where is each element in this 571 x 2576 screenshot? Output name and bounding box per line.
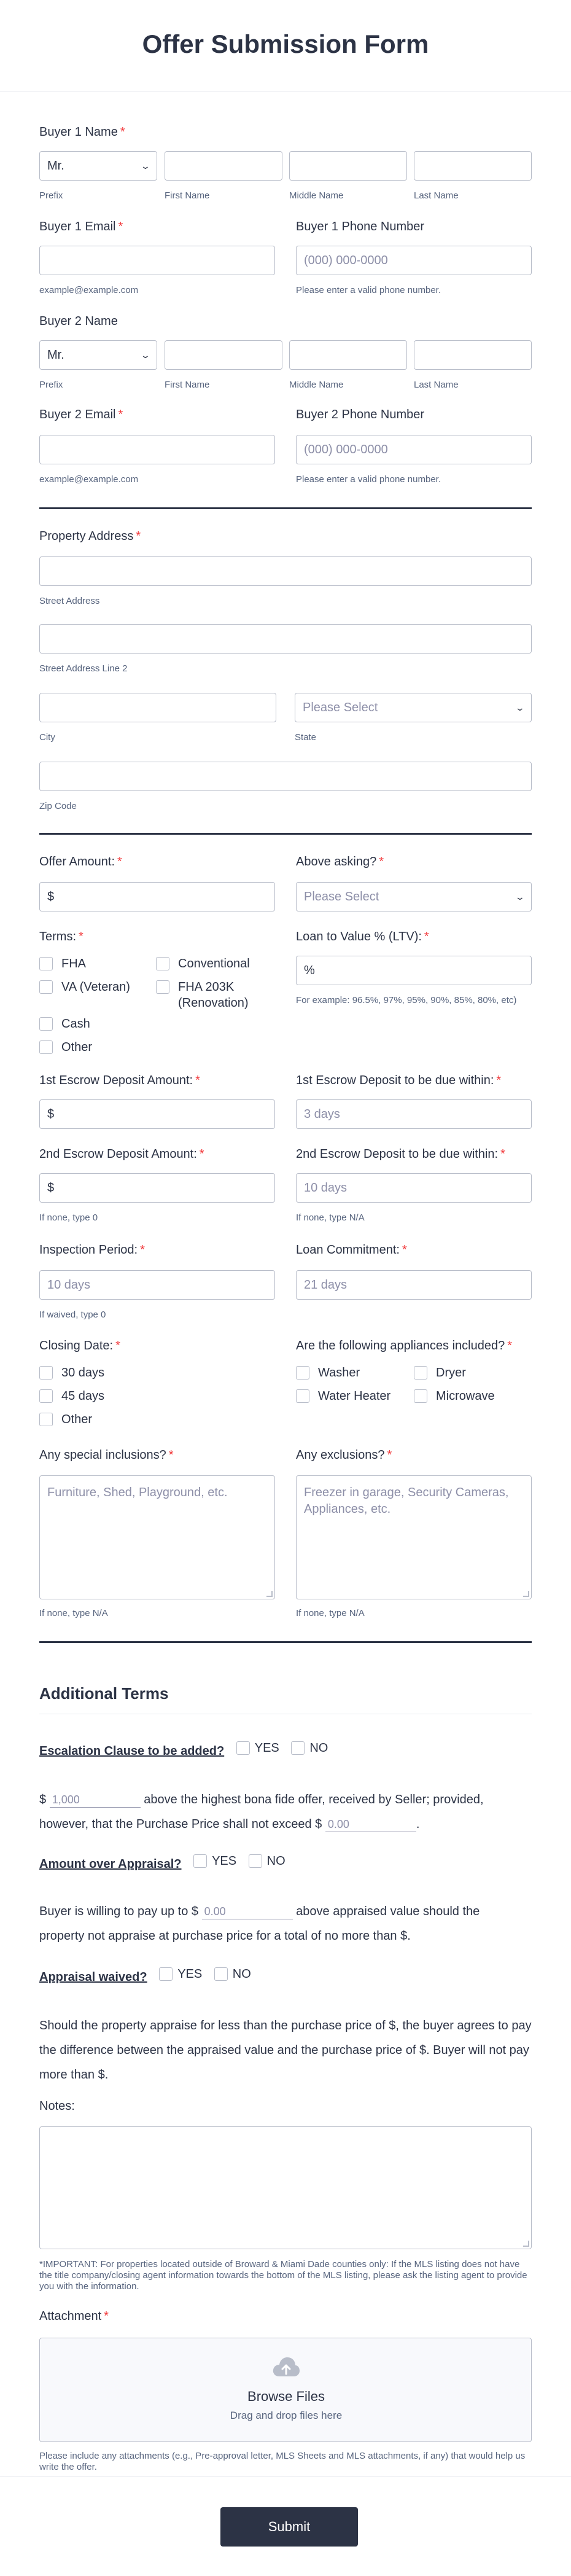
inspection-label: Inspection Period: * <box>39 1243 145 1257</box>
required-asterisk: * <box>79 930 84 943</box>
buyer2-prefix-select[interactable]: Mr. ⌄ <box>39 340 157 370</box>
street-address2-input[interactable] <box>39 624 532 654</box>
waived-yes[interactable]: YES <box>159 1962 202 1986</box>
buyer2-phone-label: Buyer 2 Phone Number <box>296 408 425 421</box>
file-upload-dropzone[interactable] <box>39 2338 532 2442</box>
terms-option-va[interactable]: VA (Veteran) <box>39 979 130 995</box>
buyer2-last-input[interactable] <box>414 340 532 370</box>
checkbox[interactable] <box>39 1413 53 1426</box>
browse-files-button[interactable]: Browse Files <box>247 2389 325 2404</box>
zip-input[interactable] <box>39 762 532 791</box>
checkbox[interactable] <box>159 1967 173 1981</box>
checkbox[interactable] <box>39 1389 53 1403</box>
appliance-option-dryer[interactable]: Dryer <box>414 1365 466 1381</box>
required-asterisk: * <box>120 125 125 139</box>
section-divider <box>39 833 532 835</box>
required-asterisk: * <box>117 855 122 868</box>
checkbox[interactable] <box>296 1389 309 1403</box>
required-asterisk: * <box>136 529 141 543</box>
terms-option-conventional[interactable]: Conventional <box>156 956 250 972</box>
escrow1-due-input[interactable]: 3 days <box>296 1099 532 1129</box>
inspection-sub: If waived, type 0 <box>39 1309 106 1320</box>
escrow2-due-label: 2nd Escrow Deposit to be due within: * <box>296 1147 505 1161</box>
escrow2-amount-label: 2nd Escrow Deposit Amount: * <box>39 1147 204 1161</box>
escalation-no[interactable]: NO <box>291 1736 328 1760</box>
buyer1-phone-label: Buyer 1 Phone Number <box>296 220 425 233</box>
inclusions-label: Any special inclusions? * <box>39 1448 174 1462</box>
checkbox[interactable] <box>39 1017 53 1031</box>
buyer2-email-label: Buyer 2 Email * <box>39 408 123 421</box>
escalation-label: Escalation Clause to be added? <box>39 1744 225 1758</box>
buyer1-middle-input[interactable] <box>289 151 407 181</box>
additional-terms-heading: Additional Terms <box>39 1684 169 1703</box>
checkbox[interactable] <box>414 1389 427 1403</box>
escalation-text: $ 1,000 above the highest bona fide offer, received by Seller; provided, however, that the Purchase Price shall not exceed $ 0.00 . <box>39 1793 484 1831</box>
appliance-option-microwave[interactable]: Microwave <box>414 1388 495 1404</box>
required-asterisk: * <box>104 2309 109 2323</box>
loan-commitment-label: Loan Commitment: * <box>296 1243 407 1257</box>
ltv-sub: For example: 96.5%, 97%, 95%, 90%, 85%, 80%, etc) <box>296 995 517 1005</box>
city-input[interactable] <box>39 693 276 722</box>
notes-label: Notes: <box>39 2099 75 2113</box>
required-asterisk: * <box>402 1243 407 1257</box>
appraisal-yes[interactable]: YES <box>193 1849 236 1873</box>
checkbox[interactable] <box>39 980 53 994</box>
inclusions-sub: If none, type N/A <box>39 1608 108 1618</box>
checkbox[interactable] <box>156 957 169 970</box>
terms-option-cash[interactable]: Cash <box>39 1016 90 1032</box>
appliance-option-washer[interactable]: Washer <box>296 1365 360 1381</box>
required-asterisk: * <box>115 1339 120 1352</box>
buyer1-last-sub: Last Name <box>414 190 459 201</box>
chevron-down-icon: ⌄ <box>140 160 151 171</box>
buyer1-last-input[interactable] <box>414 151 532 181</box>
cloud-upload-icon <box>272 2355 300 2379</box>
checkbox[interactable] <box>193 1854 207 1868</box>
waived-no[interactable]: NO <box>214 1962 251 1986</box>
ltv-label: Loan to Value % (LTV): * <box>296 930 429 943</box>
checkbox[interactable] <box>414 1366 427 1380</box>
required-asterisk: * <box>424 930 429 943</box>
escrow2-amount-input[interactable]: $ <box>39 1173 275 1203</box>
appliance-option-water-heater[interactable]: Water Heater <box>296 1388 390 1404</box>
buyer1-email-label: Buyer 1 Email * <box>39 220 123 233</box>
required-asterisk: * <box>140 1243 145 1257</box>
escrow2-amount-sub: If none, type 0 <box>39 1212 98 1223</box>
escrow2-due-sub: If none, type N/A <box>296 1212 365 1223</box>
closing-option-45[interactable]: 45 days <box>39 1388 104 1404</box>
checkbox[interactable] <box>39 1366 53 1380</box>
resize-handle-icon[interactable] <box>523 1591 529 1597</box>
loan-commitment-input[interactable]: 21 days <box>296 1270 532 1300</box>
city-sub: City <box>39 732 55 743</box>
state-sub: State <box>295 732 317 743</box>
required-asterisk: * <box>195 1074 200 1087</box>
zip-sub: Zip Code <box>39 801 77 811</box>
inspection-input[interactable]: 10 days <box>39 1270 275 1300</box>
buyer1-middle-sub: Middle Name <box>289 190 344 201</box>
waived-text: Should the property appraise for less than the purchase price of $, the buyer agrees to pay the difference between the appraised value and the purchase price of $. Buyer will not pay more than $. <box>39 2019 532 2082</box>
required-asterisk: * <box>118 220 123 233</box>
notes-textarea[interactable] <box>39 2126 532 2249</box>
above-asking-select[interactable]: Please Select ⌄ <box>296 882 532 911</box>
escalation-yes[interactable]: YES <box>236 1736 279 1760</box>
escalation-amount-input[interactable]: 1,000 <box>50 1792 141 1808</box>
terms-option-fha[interactable]: FHA <box>39 956 86 972</box>
buyer2-phone-input[interactable]: (000) 000-0000 <box>296 435 532 464</box>
street-address-sub: Street Address <box>39 596 100 606</box>
checkbox[interactable] <box>39 1040 53 1054</box>
above-asking-label: Above asking? * <box>296 855 384 868</box>
buyer2-name-label: Buyer 2 Name <box>39 314 118 328</box>
street-address-input[interactable] <box>39 556 532 586</box>
terms-label: Terms: * <box>39 930 84 943</box>
escrow1-amount-label: 1st Escrow Deposit Amount: * <box>39 1074 200 1087</box>
buyer1-phone-input[interactable]: (000) 000-0000 <box>296 246 532 275</box>
checkbox[interactable] <box>291 1741 305 1755</box>
buyer1-email-sub: example@example.com <box>39 285 139 295</box>
required-asterisk: * <box>500 1147 505 1161</box>
buyer2-first-sub: First Name <box>165 380 210 390</box>
buyer1-phone-sub: Please enter a valid phone number. <box>296 285 441 295</box>
checkbox[interactable] <box>296 1366 309 1380</box>
exclusions-sub: If none, type N/A <box>296 1608 365 1618</box>
escrow1-amount-input[interactable]: $ <box>39 1099 275 1129</box>
exclusions-textarea[interactable]: Freezer in garage, Security Cameras, Appliances, etc. <box>296 1475 532 1599</box>
checkbox[interactable] <box>156 980 169 994</box>
attachment-sub: Please include any attachments (e.g., Pre-approval letter, MLS Sheets and MLS attachments, if any) that would help us write the offer. <box>39 2451 526 2472</box>
buyer2-email-input[interactable] <box>39 435 275 464</box>
checkbox[interactable] <box>214 1967 228 1981</box>
required-asterisk: * <box>118 408 123 421</box>
escalation-row <box>39 1736 328 1763</box>
purchase-price-cap-input[interactable]: 0.00 <box>325 1817 416 1832</box>
escrow2-due-input[interactable]: 10 days <box>296 1173 532 1203</box>
appraisal-no[interactable]: NO <box>249 1849 286 1873</box>
buyer1-first-sub: First Name <box>165 190 210 201</box>
buyer2-middle-sub: Middle Name <box>289 380 344 390</box>
exclusions-label: Any exclusions? * <box>296 1448 392 1462</box>
appraisal-row <box>39 1849 286 1876</box>
checkbox[interactable] <box>39 957 53 970</box>
street-address2-sub: Street Address Line 2 <box>39 663 128 674</box>
offer-amount-label: Offer Amount: * <box>39 855 122 868</box>
buyer1-email-input[interactable] <box>39 246 275 275</box>
resize-handle-icon[interactable] <box>523 2241 529 2247</box>
waived-row <box>39 1962 251 1989</box>
closing-option-30[interactable]: 30 days <box>39 1365 104 1381</box>
required-asterisk: * <box>168 1448 174 1462</box>
attachment-label: Attachment * <box>39 2309 109 2323</box>
required-asterisk: * <box>387 1448 392 1462</box>
buyer1-prefix-sub: Prefix <box>39 190 63 201</box>
terms-option-other[interactable]: Other <box>39 1039 92 1055</box>
form-header <box>0 0 571 92</box>
buyer2-prefix-sub: Prefix <box>39 380 63 390</box>
appraisal-label: Amount over Appraisal? <box>39 1857 182 1871</box>
appliances-label: Are the following appliances included? * <box>296 1339 513 1352</box>
required-asterisk: * <box>496 1074 502 1087</box>
important-note: *IMPORTANT: For properties located outside of Broward & Miami Dade counties only: If the MLS listing does not have the title company/closing agent information towards the bottom of the MLS listing, please ask the listing agent to provide you with the information. <box>39 2259 527 2292</box>
escrow1-due-label: 1st Escrow Deposit to be due within: * <box>296 1074 502 1087</box>
state-select[interactable]: Please Select ⌄ <box>295 693 532 722</box>
appraisal-amount-input[interactable]: 0.00 <box>202 1904 293 1919</box>
offer-amount-input[interactable]: $ <box>39 882 275 911</box>
appraisal-text: Buyer is willing to pay up to $ 0.00 above appraised value should the property not appraise at purchase price for a total of no more than $. <box>39 1905 480 1943</box>
ltv-input[interactable]: % <box>296 956 532 985</box>
closing-option-other[interactable]: Other <box>39 1411 92 1427</box>
chevron-down-icon: ⌄ <box>140 349 151 360</box>
section-divider <box>39 507 532 509</box>
form-title: Offer Submission Form <box>142 29 429 58</box>
chevron-down-icon: ⌄ <box>515 702 526 712</box>
buyer2-middle-input[interactable] <box>289 340 407 370</box>
buyer1-first-input[interactable] <box>165 151 282 181</box>
buyer2-last-sub: Last Name <box>414 380 459 390</box>
required-asterisk: * <box>199 1147 204 1161</box>
buyer2-first-input[interactable] <box>165 340 282 370</box>
required-asterisk: * <box>379 855 384 868</box>
buyer1-prefix-select[interactable]: Mr. ⌄ <box>39 151 157 181</box>
drag-drop-text: Drag and drop files here <box>230 2410 343 2421</box>
appraisal-waived-label: Appraisal waived? <box>39 1970 147 1984</box>
required-asterisk: * <box>507 1339 513 1352</box>
buyer2-phone-sub: Please enter a valid phone number. <box>296 474 441 485</box>
section-divider <box>39 1641 532 1643</box>
inclusions-textarea[interactable]: Furniture, Shed, Playground, etc. <box>39 1475 275 1599</box>
checkbox[interactable] <box>249 1854 262 1868</box>
submit-button[interactable]: Submit <box>220 2507 358 2547</box>
buyer1-name-label: Buyer 1 Name * <box>39 125 125 139</box>
buyer2-email-sub: example@example.com <box>39 474 139 485</box>
checkbox[interactable] <box>236 1741 250 1755</box>
closing-date-label: Closing Date: * <box>39 1339 120 1352</box>
property-address-label: Property Address * <box>39 529 141 543</box>
chevron-down-icon: ⌄ <box>515 891 526 902</box>
terms-option-fha203k[interactable]: FHA 203K (Renovation) <box>156 979 273 1011</box>
resize-handle-icon[interactable] <box>266 1591 273 1597</box>
